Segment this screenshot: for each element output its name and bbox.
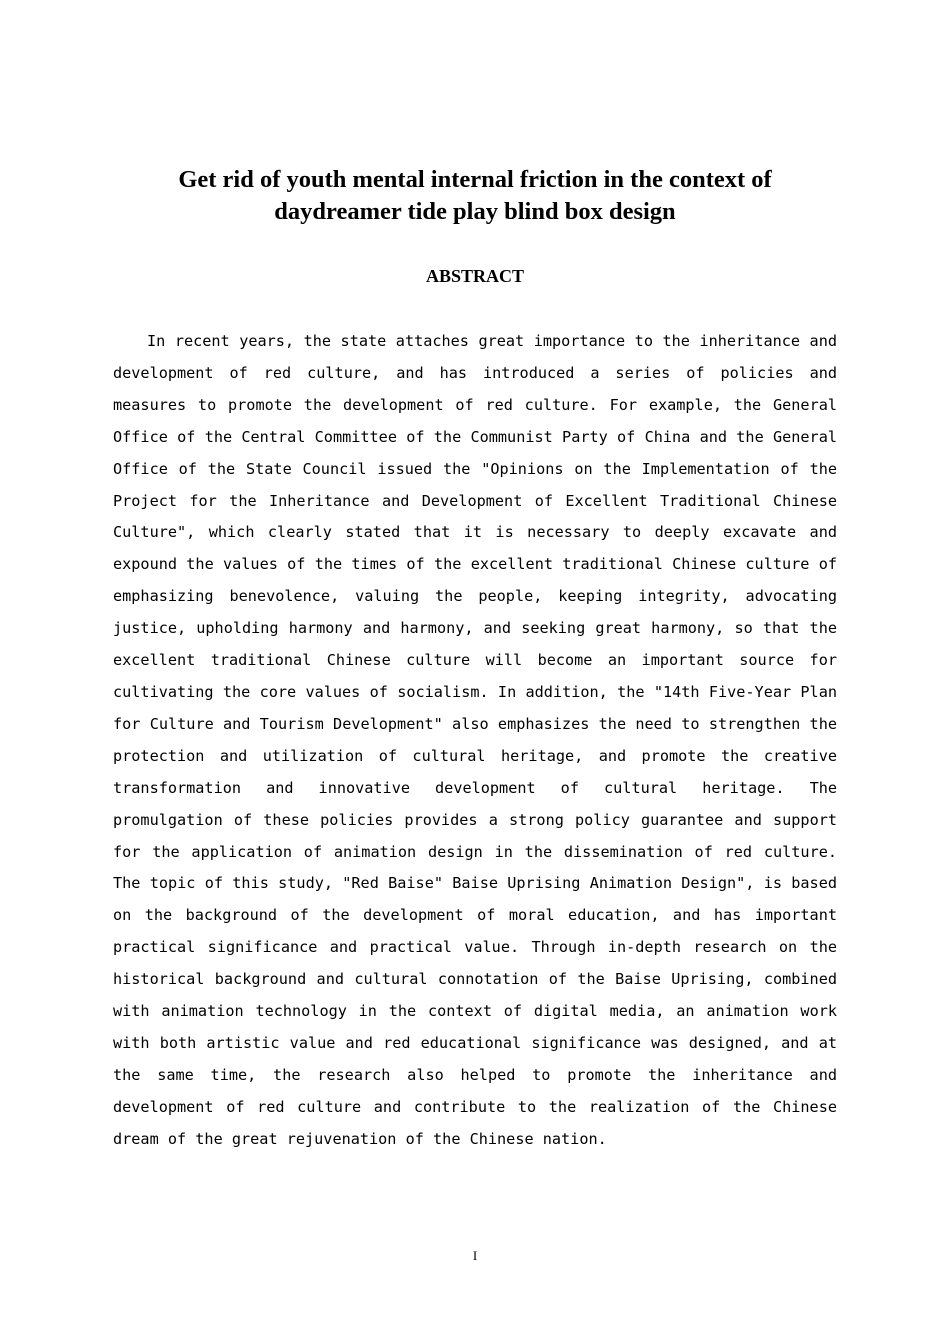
abstract-body: In recent years, the state attaches great importance to the inheritance and development of red culture, and has introduced a series of policies and measures to promote the development of red culture. For example, the General Office of the Central Committee of the Communist Party of China and the General Office of the State Council issued the "Opinions on the Implementation of the Project for the Inheritance and Development of Excellent Traditional Chinese Culture", which clearly stated that it is necessary to deeply excavate and expound the values of the times of the excellent traditional Chinese culture of emphasizing benevolence, valuing the people, keeping integrity, advocating justice, upholding harmony and harmony, and seeking great harmony, so that the excellent traditional Chinese culture will become an important source for cultivating the core values of socialism. In addition, the "14th Five-Year Plan for Culture and Tourism Development" also emphasizes the need to strengthen the protection and utilization of cultural heritage, and promote the creative transformation and innovative development of cultural heritage. The promulgation of these policies provides a strong policy guarantee and support for the application of animation design in the dissemination of red culture. The topic of this study, "Red Baise" Baise Uprising Animation Design", is based on the background of the development of moral education, and has important practical significance and practical value. Through in-depth research on the historical background and cultural connotation of the Baise Uprising, combined with animation technology in the context of digital media, an animation work with both artistic value and red educational significance was designed, and at the same time, the research also helped to promote the inheritance and development of red culture and contribute to the realization of the Chinese dream of the great rejuvenation of the Chinese nation. xyxy=(113,332,837,1148)
document-title: Get rid of youth mental internal friction in the context of daydreamer tide play blind box design xyxy=(178,166,772,225)
page-number: I xyxy=(472,1248,478,1263)
abstract-heading: ABSTRACT xyxy=(425,266,525,286)
